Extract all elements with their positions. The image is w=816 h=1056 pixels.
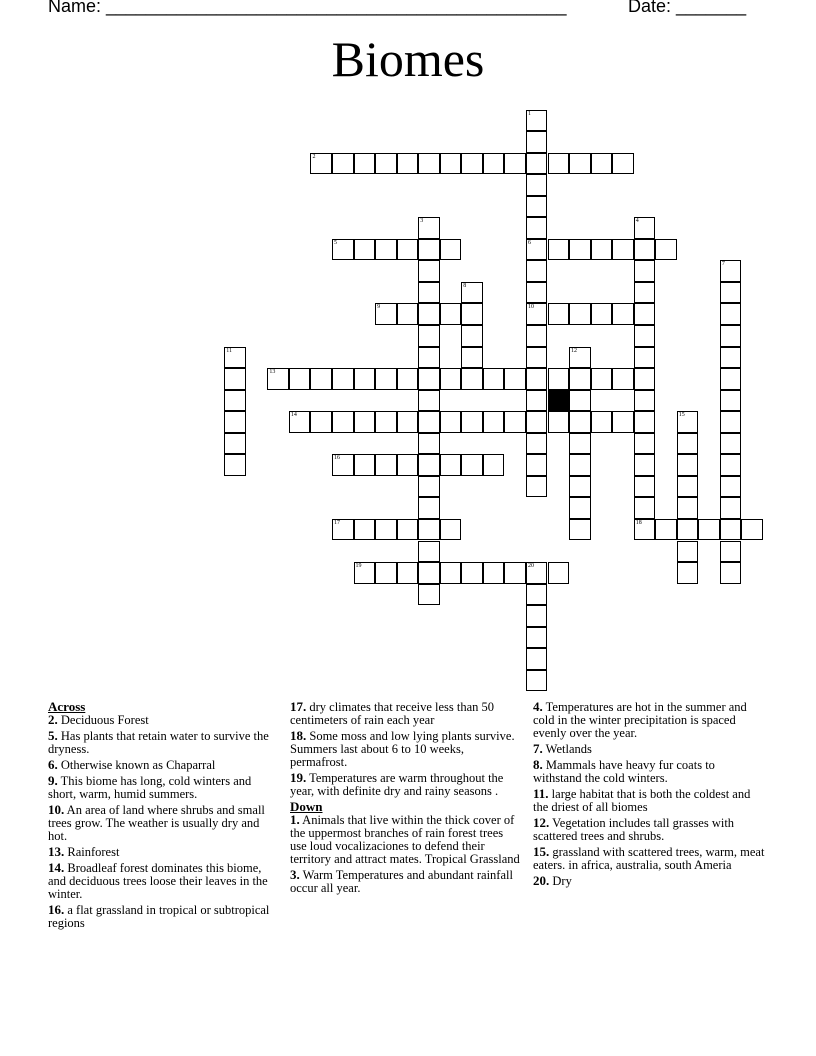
crossword-cell[interactable] (332, 239, 354, 261)
crossword-cell[interactable] (526, 325, 548, 347)
crossword-cell[interactable] (591, 239, 613, 261)
crossword-cell[interactable] (612, 411, 634, 433)
crossword-cell[interactable] (310, 368, 332, 390)
crossword-cell[interactable] (504, 562, 526, 584)
clue-text: Wetlands (542, 742, 592, 756)
crossword-cell[interactable] (332, 368, 354, 390)
crossword-cell[interactable] (612, 153, 634, 175)
clue-number: 2 (312, 153, 316, 160)
crossword-cell[interactable] (526, 217, 548, 239)
clue-text: Has plants that retain water to survive the dryness. (48, 729, 269, 756)
crossword-cell[interactable] (375, 239, 397, 261)
clue-item (48, 729, 276, 756)
clue-number-label: 15. (533, 844, 550, 859)
crossword-cell[interactable] (526, 627, 548, 649)
crossword-cell[interactable] (591, 153, 613, 175)
crossword-cell[interactable] (720, 347, 742, 369)
crossword-cell[interactable] (526, 303, 548, 325)
clue-number: 18 (635, 519, 642, 526)
clue-number: 4 (635, 218, 639, 225)
crossword-cell[interactable] (569, 153, 591, 175)
clue-text: Temperatures are warm throughout the year, with definite dry and rainy seasons . (290, 771, 504, 798)
crossword-cell[interactable] (397, 411, 419, 433)
crossword-cell[interactable] (354, 153, 376, 175)
crossword-cell[interactable] (440, 454, 462, 476)
crossword-cell[interactable] (397, 153, 419, 175)
crossword-cell[interactable] (397, 368, 419, 390)
crossword-cell[interactable] (720, 368, 742, 390)
crossword-cell[interactable] (634, 497, 656, 519)
crossword-cell[interactable] (440, 239, 462, 261)
crossword-cell[interactable] (418, 497, 440, 519)
crossword-cell[interactable] (224, 390, 246, 412)
crossword-cell[interactable] (375, 153, 397, 175)
crossword-cell[interactable] (720, 476, 742, 498)
crossword-cell[interactable] (397, 239, 419, 261)
crossword-cell[interactable] (720, 411, 742, 433)
clue-item (533, 787, 765, 814)
clue-number: 5 (334, 239, 337, 246)
clue-number-label: 11. (533, 786, 549, 801)
crossword-cell[interactable] (332, 454, 354, 476)
crossword-cell[interactable] (612, 368, 634, 390)
clue-number: 12 (571, 347, 578, 354)
crossword-cell[interactable] (418, 260, 440, 282)
clue-text: Broadleaf forest dominates this biome, and deciduous trees loose their leaves in the winter. (48, 861, 268, 901)
crossword-cell[interactable] (526, 476, 548, 498)
clue-number-label: 14. (48, 860, 65, 875)
crossword-cell[interactable] (548, 411, 570, 433)
clue-number: 1 (527, 110, 531, 117)
crossword-cell[interactable] (677, 454, 699, 476)
crossword-cell[interactable] (375, 562, 397, 584)
crossword-cell[interactable] (569, 347, 591, 369)
crossword-cell[interactable] (526, 562, 548, 584)
crossword-cell[interactable] (720, 390, 742, 412)
crossword-cell[interactable] (354, 368, 376, 390)
crossword-cell[interactable] (634, 519, 656, 541)
clue-text: Animals that live within the thick cover of the uppermost branches of rain forest trees use loud vocalizaciones to defend their territory and attract mates. Tropical Grassland (290, 813, 520, 866)
clue-number: 17 (334, 519, 340, 526)
crossword-cell[interactable] (634, 325, 656, 347)
crossword-cell[interactable] (526, 433, 548, 455)
crossword-cell[interactable] (483, 454, 505, 476)
crossword-cell[interactable] (461, 325, 483, 347)
clue-number: 3 (420, 218, 424, 225)
clue-number-label: 20. (533, 873, 550, 888)
clue-text: Deciduous Forest (57, 713, 149, 727)
crossword-cell[interactable] (440, 411, 462, 433)
crossword-cell[interactable] (267, 368, 289, 390)
clue-number: 6 (527, 239, 531, 246)
crossword-cell[interactable] (526, 174, 548, 196)
crossword-cell[interactable] (289, 411, 311, 433)
clue-text: Mammals have heavy fur coats to withstand the cold winters. (533, 758, 715, 785)
crossword-cell[interactable] (461, 347, 483, 369)
crossword-cell[interactable] (634, 303, 656, 325)
crossword-cell[interactable] (354, 411, 376, 433)
crossword-cell[interactable] (224, 411, 246, 433)
clue-text: This biome has long, cold winters and short, warm, humid summers. (48, 774, 252, 801)
clue-number-label: 3. (290, 867, 300, 882)
crossword-cell[interactable] (224, 433, 246, 455)
clue-item (48, 713, 276, 727)
clue-number-label: 2. (48, 712, 58, 727)
crossword-cell[interactable] (569, 239, 591, 261)
crossword-cell[interactable] (720, 497, 742, 519)
crossword-cell[interactable] (741, 519, 763, 541)
crossword-cell[interactable] (418, 476, 440, 498)
clue-number-label: 1. (290, 812, 300, 827)
clues-column-2 (290, 700, 522, 897)
crossword-cell[interactable] (634, 454, 656, 476)
crossword-cell[interactable] (720, 303, 742, 325)
clue-item (290, 729, 522, 769)
crossword-cell[interactable] (418, 325, 440, 347)
clue-number-label: 19. (290, 770, 307, 785)
clue-item (533, 874, 765, 888)
crossword-cell[interactable] (461, 303, 483, 325)
page-title: Biomes (331, 31, 485, 87)
clue-item (48, 774, 276, 801)
clue-number-label: 6. (48, 757, 58, 772)
crossword-cell[interactable] (375, 368, 397, 390)
crossword-cell[interactable] (504, 368, 526, 390)
crossword-cell[interactable] (418, 347, 440, 369)
crossword-cell[interactable] (720, 519, 742, 541)
crossword-cell[interactable] (440, 153, 462, 175)
crossword-cell[interactable] (332, 519, 354, 541)
crossword-cell[interactable] (677, 497, 699, 519)
crossword-cell[interactable] (634, 411, 656, 433)
across-heading: Across (48, 699, 86, 714)
crossword-cell[interactable] (418, 433, 440, 455)
crossword-cell[interactable] (418, 541, 440, 563)
crossword-cell[interactable] (634, 433, 656, 455)
clue-text: An area of land where shrubs and small trees grow. The weather is usually dry and hot. (48, 803, 265, 843)
clue-number: 20 (527, 563, 534, 570)
clue-item (290, 813, 522, 866)
crossword-cell[interactable] (483, 153, 505, 175)
crossword-cell[interactable] (720, 325, 742, 347)
crossword-cell[interactable] (591, 368, 613, 390)
crossword-cell[interactable] (634, 217, 656, 239)
crossword-cell[interactable] (504, 411, 526, 433)
clue-text: Otherwise known as Chaparral (57, 758, 216, 772)
crossword-cell[interactable] (418, 584, 440, 606)
crossword-cell[interactable] (634, 282, 656, 304)
crossword-cell[interactable] (224, 454, 246, 476)
crossword-cell[interactable] (569, 433, 591, 455)
clue-number-label: 4. (533, 699, 543, 714)
crossword-cell[interactable] (526, 368, 548, 390)
date-field-label: Date: _______ (628, 0, 747, 16)
crossword-cell[interactable] (526, 110, 548, 132)
crossword-cell[interactable] (397, 562, 419, 584)
crossword-cell[interactable] (375, 519, 397, 541)
crossword-cell[interactable] (504, 153, 526, 175)
crossword-cell[interactable] (720, 454, 742, 476)
crossword-cell[interactable] (418, 282, 440, 304)
crossword-cell[interactable] (677, 562, 699, 584)
clue-item (290, 771, 522, 798)
crossword-cell[interactable] (720, 541, 742, 563)
clue-number-label: 16. (48, 902, 65, 917)
crossword-cell[interactable] (397, 303, 419, 325)
crossword-cell[interactable] (655, 519, 677, 541)
crossword-cell[interactable] (397, 454, 419, 476)
clue-number-label: 8. (533, 757, 543, 772)
clue-item (533, 816, 765, 843)
clue-text: Dry (549, 874, 572, 888)
clue-item (533, 758, 765, 785)
crossword-cell[interactable] (375, 454, 397, 476)
crossword-cell[interactable] (591, 411, 613, 433)
crossword-cell[interactable] (440, 368, 462, 390)
clue-number: 8 (463, 282, 467, 289)
crossword-cell[interactable] (418, 239, 440, 261)
clue-text: large habitat that is both the coldest and the driest of all biomes (533, 787, 751, 814)
crossword-cell[interactable] (634, 476, 656, 498)
clue-number-label: 18. (290, 728, 307, 743)
crossword-cell[interactable] (332, 153, 354, 175)
clue-number: 10 (527, 304, 534, 311)
crossword-cell[interactable] (720, 562, 742, 584)
crossword-cell[interactable] (526, 390, 548, 412)
crossword-cell[interactable] (677, 519, 699, 541)
down-heading: Down (290, 799, 323, 814)
clue-item (533, 742, 765, 756)
crossword-cell[interactable] (418, 303, 440, 325)
crossword-cell[interactable] (569, 368, 591, 390)
crossword-cell[interactable] (224, 347, 246, 369)
clue-number: 13 (269, 369, 276, 376)
clue-text: dry climates that receive less than 50 centimeters of rain each year (290, 700, 495, 727)
crossword-cell[interactable] (526, 260, 548, 282)
crossword-cell[interactable] (440, 562, 462, 584)
crossword-cell[interactable] (526, 648, 548, 670)
clue-text: a flat grassland in tropical or subtropical regions (48, 903, 270, 930)
clue-item (290, 700, 522, 727)
clue-number-label: 17. (290, 699, 307, 714)
crossword-cell[interactable] (548, 153, 570, 175)
crossword-cell[interactable] (612, 239, 634, 261)
clue-item (533, 845, 765, 872)
clue-number: 19 (355, 563, 362, 570)
crossword-cell[interactable] (569, 476, 591, 498)
clue-item (290, 868, 522, 895)
crossword-cell[interactable] (332, 411, 354, 433)
crossword-cell[interactable] (418, 390, 440, 412)
crossword-cell[interactable] (375, 303, 397, 325)
clue-number: 11 (226, 347, 233, 354)
crossword-cell[interactable] (526, 282, 548, 304)
clue-number-label: 12. (533, 815, 550, 830)
crossword-cell[interactable] (418, 454, 440, 476)
crossword-cell[interactable] (677, 541, 699, 563)
name-field-label: Name: ______________________________________________ (48, 0, 567, 16)
clue-item (48, 861, 276, 901)
crossword-cell[interactable] (698, 519, 720, 541)
crossword-cell[interactable] (461, 282, 483, 304)
crossword-cell[interactable] (720, 282, 742, 304)
crossword-cell[interactable] (418, 411, 440, 433)
clue-number-label: 13. (48, 844, 65, 859)
crossword-cell[interactable] (461, 153, 483, 175)
clue-number-label: 9. (48, 773, 58, 788)
crossword-cell[interactable] (634, 347, 656, 369)
crossword-cell[interactable] (655, 239, 677, 261)
clue-text: Vegetation includes tall grasses with scattered trees and shrubs. (533, 816, 735, 843)
crossword-cell[interactable] (526, 584, 548, 606)
crossword-cell[interactable] (310, 153, 332, 175)
crossword-cell[interactable] (418, 519, 440, 541)
crossword-cell[interactable] (440, 303, 462, 325)
crossword-cell[interactable] (526, 411, 548, 433)
crossword-cell[interactable] (677, 433, 699, 455)
clue-number: 16 (334, 455, 340, 462)
crossword-cell[interactable] (634, 390, 656, 412)
crossword-cell[interactable] (612, 303, 634, 325)
crossword-cell[interactable] (548, 239, 570, 261)
clue-text: grassland with scattered trees, warm, meat eaters. in africa, australia, south Ameria (533, 845, 765, 872)
crossword-cell[interactable] (354, 454, 376, 476)
crossword-cell[interactable] (569, 519, 591, 541)
crossword-cell[interactable] (418, 153, 440, 175)
clue-number: 9 (377, 304, 381, 311)
crossword-cell[interactable] (354, 519, 376, 541)
crossword-cell[interactable] (634, 260, 656, 282)
crossword-cell[interactable] (483, 411, 505, 433)
clue-text: Warm Temperatures and abundant rainfall occur all year. (290, 868, 513, 895)
crossword-cell[interactable] (548, 562, 570, 584)
crossword-cell[interactable] (418, 368, 440, 390)
clue-number-label: 5. (48, 728, 58, 743)
crossword-cell[interactable] (526, 670, 548, 692)
clue-number-label: 10. (48, 802, 65, 817)
clue-number: 15 (678, 412, 685, 419)
crossword-cell[interactable] (418, 562, 440, 584)
crossword-cell[interactable] (526, 131, 548, 153)
crossword-cell[interactable] (591, 303, 613, 325)
clue-item (48, 845, 276, 859)
crossword-cell[interactable] (310, 411, 332, 433)
crossword-black-cell (548, 390, 570, 412)
crossword-cell[interactable] (569, 454, 591, 476)
crossword-cell[interactable] (720, 260, 742, 282)
crossword-cell[interactable] (677, 411, 699, 433)
crossword-cell[interactable] (483, 368, 505, 390)
clue-number-label: 7. (533, 741, 543, 756)
crossword-cell[interactable] (418, 217, 440, 239)
clue-item (48, 903, 276, 930)
crossword-cell[interactable] (526, 347, 548, 369)
crossword-cell[interactable] (375, 411, 397, 433)
clues-column-1 (48, 700, 276, 932)
clue-text: Temperatures are hot in the summer and cold in the winter precipitation is spaced evenly over the year. (533, 700, 747, 740)
crossword-cell[interactable] (569, 303, 591, 325)
crossword-cell[interactable] (354, 239, 376, 261)
crossword-cell[interactable] (634, 239, 656, 261)
clue-number: 7 (721, 261, 725, 268)
crossword-cell[interactable] (461, 562, 483, 584)
crossword-cell[interactable] (569, 411, 591, 433)
crossword-cell[interactable] (461, 368, 483, 390)
clue-item (533, 700, 765, 740)
crossword-cell[interactable] (720, 433, 742, 455)
clue-text: Rainforest (64, 845, 120, 859)
clues-column-3 (533, 700, 765, 890)
crossword-cell[interactable] (397, 519, 419, 541)
crossword-cell[interactable] (526, 605, 548, 627)
crossword-cell[interactable] (483, 562, 505, 584)
crossword-cell[interactable] (461, 411, 483, 433)
crossword-cell[interactable] (569, 390, 591, 412)
crossword-cell[interactable] (461, 454, 483, 476)
crossword-cell[interactable] (289, 368, 311, 390)
crossword-cell[interactable] (526, 239, 548, 261)
crossword-cell[interactable] (526, 454, 548, 476)
crossword-cell[interactable] (440, 519, 462, 541)
crossword-cell[interactable] (548, 303, 570, 325)
crossword-cell[interactable] (677, 476, 699, 498)
crossword-cell[interactable] (354, 562, 376, 584)
clue-text: Some moss and low lying plants survive. Summers last about 6 to 10 weeks, permafrost. (290, 729, 515, 769)
crossword-cell[interactable] (634, 368, 656, 390)
crossword-cell[interactable] (526, 196, 548, 218)
crossword-cell[interactable] (569, 497, 591, 519)
clue-item (48, 758, 276, 772)
crossword-cell[interactable] (224, 368, 246, 390)
crossword-cell[interactable] (526, 153, 548, 175)
crossword-cell[interactable] (548, 368, 570, 390)
clue-item (48, 803, 276, 843)
clue-number: 14 (290, 412, 297, 419)
